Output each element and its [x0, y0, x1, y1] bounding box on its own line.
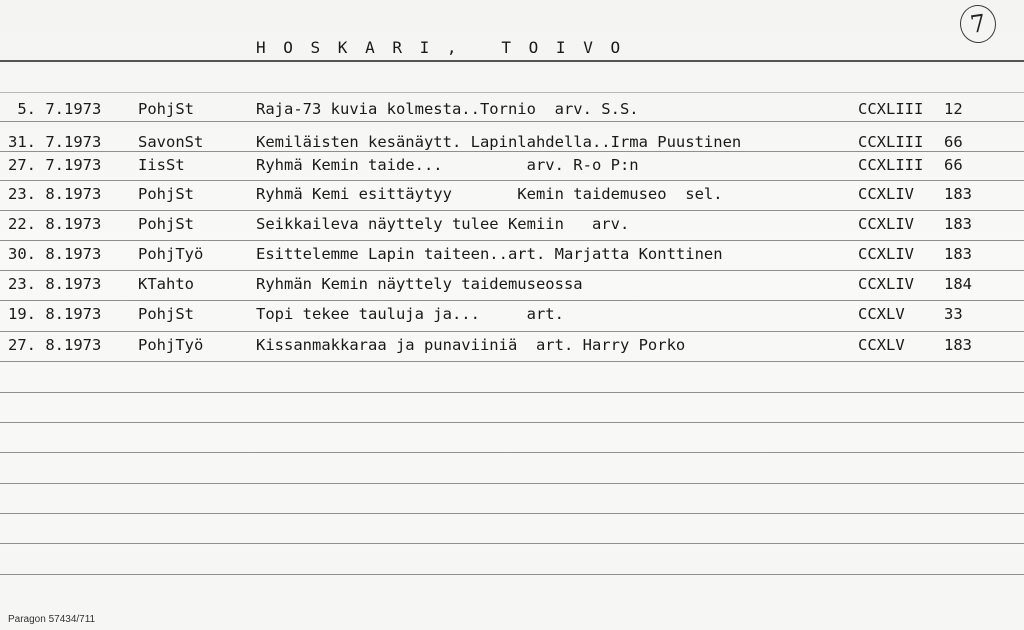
card-title: H O S K A R I , T O I V O	[256, 38, 625, 57]
ruled-line	[0, 513, 1024, 514]
entry-row	[0, 156, 1024, 178]
entry-volume: CCXLIV	[858, 275, 914, 293]
entry-paper: PohjTyö	[138, 336, 204, 354]
entry-paper: KTahto	[138, 275, 194, 293]
printer-imprint: Paragon 57434/711	[8, 614, 96, 625]
entry-page: 183	[944, 336, 972, 354]
entry-row	[0, 336, 1024, 358]
ruled-line	[0, 574, 1024, 575]
entry-title: Esittelemme Lapin taiteen..art. Marjatta Konttinen	[256, 245, 723, 263]
entry-date: 27. 8.1973	[8, 336, 102, 354]
entry-page: 183	[944, 185, 972, 203]
entry-paper: PohjSt	[138, 185, 194, 203]
ruled-line	[0, 361, 1024, 362]
entry-volume: CCXLIII	[858, 133, 924, 151]
entry-page: 12	[944, 100, 963, 118]
entry-volume: CCXLIV	[858, 245, 914, 263]
entry-paper: PohjSt	[138, 215, 194, 233]
entry-row	[0, 100, 1024, 122]
ruled-line	[0, 543, 1024, 544]
entry-title: Ryhmä Kemi esittäytyy Kemin taidemuseo sel.	[256, 185, 723, 203]
ruled-line	[0, 240, 1024, 241]
entry-row	[0, 305, 1024, 327]
entry-date: 30. 8.1973	[8, 245, 102, 263]
entry-paper: PohjSt	[138, 305, 194, 323]
entry-title: Topi tekee tauluja ja... art.	[256, 305, 564, 323]
entry-row	[0, 245, 1024, 267]
ruled-line	[0, 331, 1024, 332]
card-number-circle: 7	[958, 3, 999, 46]
entry-volume: CCXLV	[858, 305, 905, 323]
entry-paper: PohjSt	[138, 100, 194, 118]
entry-volume: CCXLV	[858, 336, 905, 354]
ruled-line	[0, 483, 1024, 484]
header-rule	[0, 60, 1024, 62]
entry-volume: CCXLIII	[858, 100, 924, 118]
entry-title: Ryhmän Kemin näyttely taidemuseossa	[256, 275, 583, 293]
entry-volume: CCXLIV	[858, 185, 914, 203]
entry-date: 23. 8.1973	[8, 275, 102, 293]
entry-page: 66	[944, 133, 963, 151]
entry-volume: CCXLIII	[858, 156, 924, 174]
ruled-line	[0, 210, 1024, 211]
ruled-line	[0, 180, 1024, 181]
entry-date: 23. 8.1973	[8, 185, 102, 203]
entry-row	[0, 133, 1024, 155]
ruled-line	[0, 452, 1024, 453]
entry-paper: SavonSt	[138, 133, 204, 151]
entry-paper: PohjTyö	[138, 245, 204, 263]
entry-date: 5. 7.1973	[8, 100, 102, 118]
entry-page: 183	[944, 215, 972, 233]
ruled-line	[0, 392, 1024, 393]
entry-paper: IisSt	[138, 156, 185, 174]
entry-page: 66	[944, 156, 963, 174]
entry-title: Seikkaileva näyttely tulee Kemiin arv.	[256, 215, 630, 233]
entry-page: 184	[944, 275, 972, 293]
entry-title: Ryhmä Kemin taide... arv. R-o P:n	[256, 156, 639, 174]
ruled-line	[0, 92, 1024, 93]
entry-row	[0, 185, 1024, 207]
ruled-line	[0, 422, 1024, 423]
entry-page: 183	[944, 245, 972, 263]
entry-date: 27. 7.1973	[8, 156, 102, 174]
entry-date: 19. 8.1973	[8, 305, 102, 323]
entry-row	[0, 215, 1024, 237]
entry-title: Kemiläisten kesänäytt. Lapinlahdella..Irma Puustinen	[256, 133, 742, 151]
entry-page: 33	[944, 305, 963, 323]
ruled-line	[0, 300, 1024, 301]
entry-date: 22. 8.1973	[8, 215, 102, 233]
entry-row	[0, 275, 1024, 297]
entry-volume: CCXLIV	[858, 215, 914, 233]
entry-date: 31. 7.1973	[8, 133, 102, 151]
entry-title: Raja-73 kuvia kolmesta..Tornio arv. S.S.	[256, 100, 639, 118]
entry-title: Kissanmakkaraa ja punaviiniä art. Harry Porko	[256, 336, 686, 354]
ruled-line	[0, 270, 1024, 271]
